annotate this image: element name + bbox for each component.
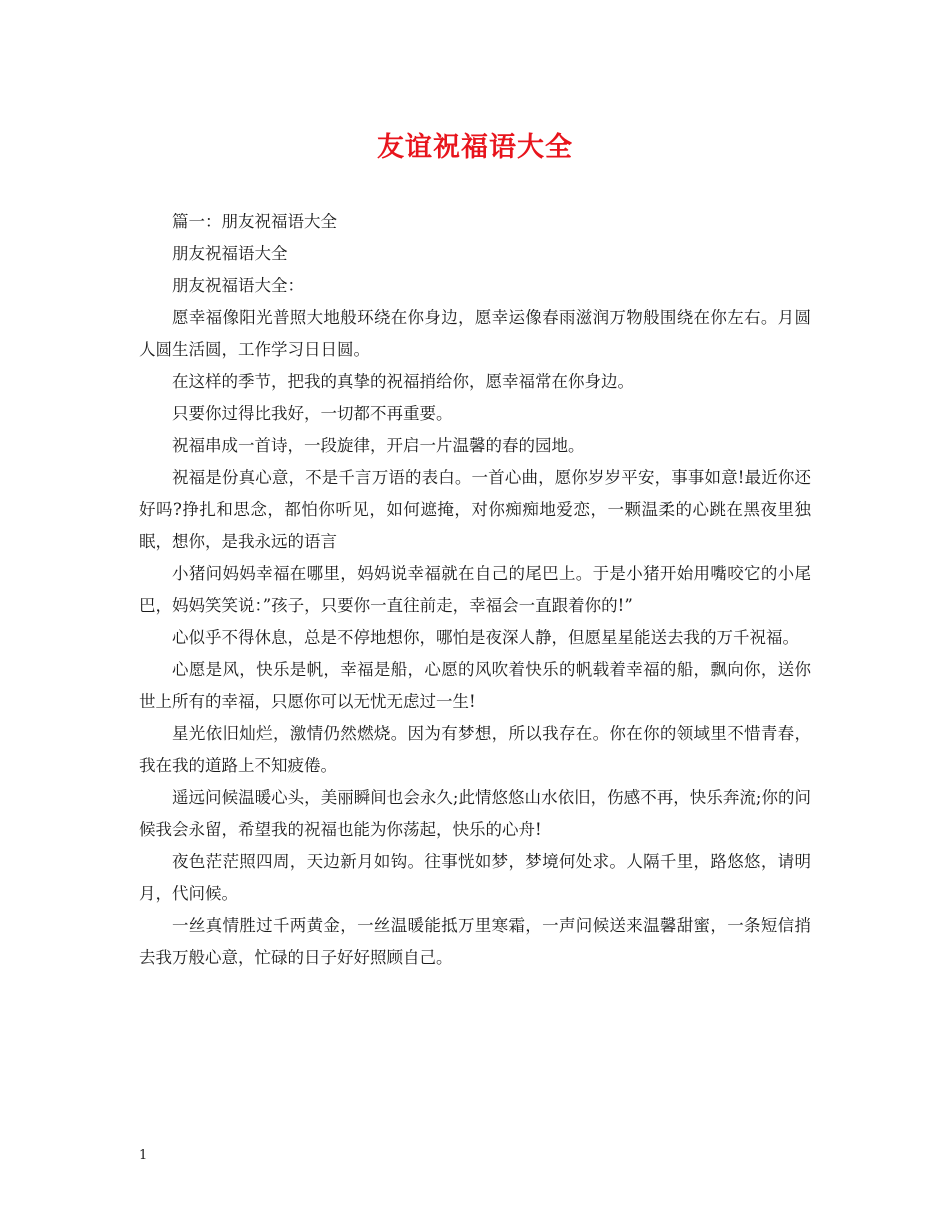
paragraph: 遥远问候温暖心头，美丽瞬间也会永久;此情悠悠山水依旧，伤感不再，快乐奔流;你的问候我会永留，希望我的祝福也能为你荡起，快乐的心舟! bbox=[139, 788, 811, 839]
paragraph: 祝福串成一首诗，一段旋律，开启一片温馨的春的园地。 bbox=[172, 436, 585, 455]
paragraph: 愿幸福像阳光普照大地般环绕在你身边，愿幸运像春雨滋润万物般围绕在你左右。月圆人圆生活圆，工作学习日日圆。 bbox=[139, 308, 811, 359]
paragraph: 只要你过得比我好，一切都不再重要。 bbox=[172, 404, 453, 423]
paragraph: 星光依旧灿烂，激情仍然燃烧。因为有梦想，所以我存在。你在你的领域里不惜青春，我在我的道路上不知疲倦。 bbox=[139, 724, 811, 775]
section-heading: 篇一：朋友祝福语大全 bbox=[172, 212, 337, 231]
paragraph: 小猪问妈妈幸福在哪里，妈妈说幸福就在自己的尾巴上。于是小猪开始用嘴咬它的小尾巴，妈妈笑笑说：”孩子，只要你一直往前走，幸福会一直跟着你的!” bbox=[139, 564, 811, 615]
subheading: 朋友祝福语大全： bbox=[172, 276, 304, 295]
paragraph: 夜色茫茫照四周，天边新月如钩。往事恍如梦，梦境何处求。人隔千里，路悠悠，请明月，代问候。 bbox=[139, 852, 811, 903]
paragraph: 心愿是风，快乐是帆，幸福是船，心愿的风吹着快乐的帆载着幸福的船，飘向你，送你世上所有的幸福，只愿你可以无忧无虑过一生! bbox=[139, 660, 811, 711]
subheading: 朋友祝福语大全 bbox=[172, 244, 288, 263]
document-body bbox=[139, 206, 811, 974]
paragraph: 一丝真情胜过千两黄金，一丝温暖能抵万里寒霜，一声问候送来温馨甜蜜，一条短信捎去我万般心意，忙碌的日子好好照顾自己。 bbox=[139, 916, 811, 967]
document-title: 友谊祝福语大全 bbox=[377, 132, 573, 163]
paragraph: 心似乎不得休息，总是不停地想你，哪怕是夜深人静，但愿星星能送去我的万千祝福。 bbox=[172, 628, 799, 647]
paragraph: 在这样的季节，把我的真挚的祝福捎给你，愿幸福常在你身边。 bbox=[172, 372, 634, 391]
page-number: 1 bbox=[139, 1148, 148, 1163]
paragraph: 祝福是份真心意，不是千言万语的表白。一首心曲，愿你岁岁平安，事事如意!最近你还好吗?挣扎和思念，都怕你听见，如何遮掩，对你痴痴地爱恋，一颗温柔的心跳在黑夜里独眠，想你，是我永远的语言 bbox=[139, 468, 811, 551]
